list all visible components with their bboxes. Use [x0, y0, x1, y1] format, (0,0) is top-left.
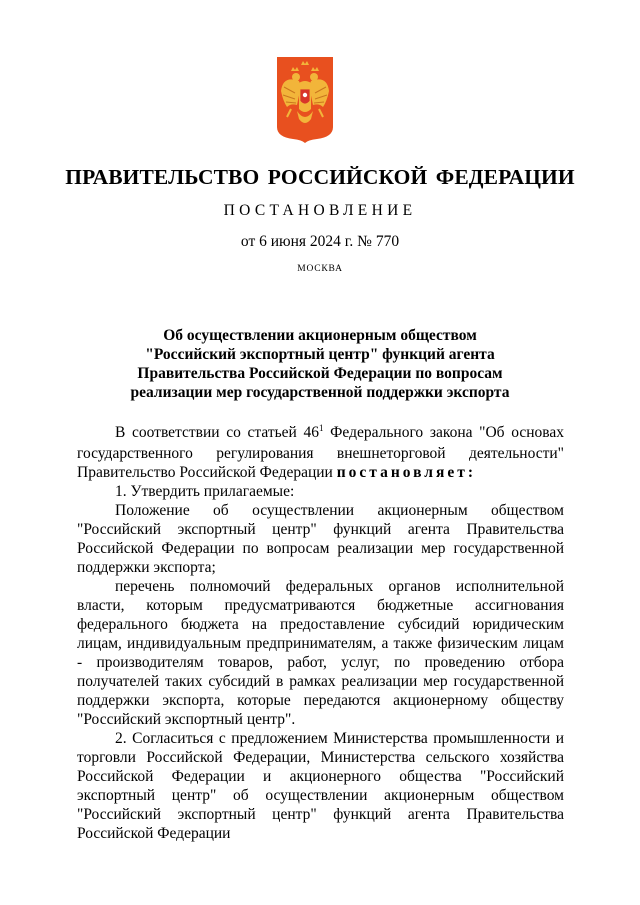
subject-line: реализации мер государственной поддержки экспорта — [130, 384, 510, 401]
coat-of-arms-emblem — [277, 57, 333, 143]
document-body — [77, 423, 564, 843]
preamble-text: В соответствии со статьей 46 — [115, 424, 319, 441]
subject-line: "Российский экспортный центр" функций агента — [145, 346, 495, 363]
paragraph-item-1: 1. Утвердить прилагаемые: — [115, 483, 295, 500]
paragraph-preamble — [77, 423, 564, 482]
document-city: МОСКВА — [297, 264, 343, 274]
subject-line: Правительства Российской Федерации по вопросам — [137, 365, 503, 382]
document-date-number: от 6 июня 2024 г. № 770 — [240, 233, 400, 250]
article-superscript: 1 — [319, 423, 324, 433]
paragraph-list: перечень полномочий федеральных органов исполнительной власти, которым предусматриваются бюджетные ассигнования федерального бюджета на предоставление субсидий юридическим лицам, индивидуальным предпринимателям, а также физическим лицам - производителям товаров, работ, услуг, по проведению отбора получателей таких субсидий в рамках реализации мер государственной поддержки экспорта, которые передаются акционерному обществу "Российский экспортный центр". — [77, 578, 564, 728]
paragraph-regulation: Положение об осуществлении акционерным обществом "Российский экспортный центр" функций агента Правительства Российской Федерации по вопросам реализации мер государственной поддержки экспорта; — [77, 502, 564, 576]
paragraph-item-2: 2. Согласиться с предложением Министерства промышленности и торговли Российской Федерации, Министерства сельского хозяйства Российской Федерации и акционерного общества "Российский экспортный центр" об осуществлении акционерным обществом "Российский экспортный центр" функций агента Правительства Российской Федерации — [77, 730, 564, 842]
document-subject — [100, 326, 540, 402]
document-type: ПОСТАНОВЛЕНИЕ — [223, 202, 417, 219]
preamble-text-cont: Федерального закона "Об основах государственного регулирования внешнеторговой деятельности" Правительство Российской Федерации — [77, 424, 565, 481]
subject-line: Об осуществлении акционерным обществом — [163, 327, 477, 344]
resolves-word: постановляет: — [336, 464, 477, 481]
government-title: ПРАВИТЕЛЬСТВО РОССИЙСКОЙ ФЕДЕРАЦИИ — [65, 165, 575, 189]
